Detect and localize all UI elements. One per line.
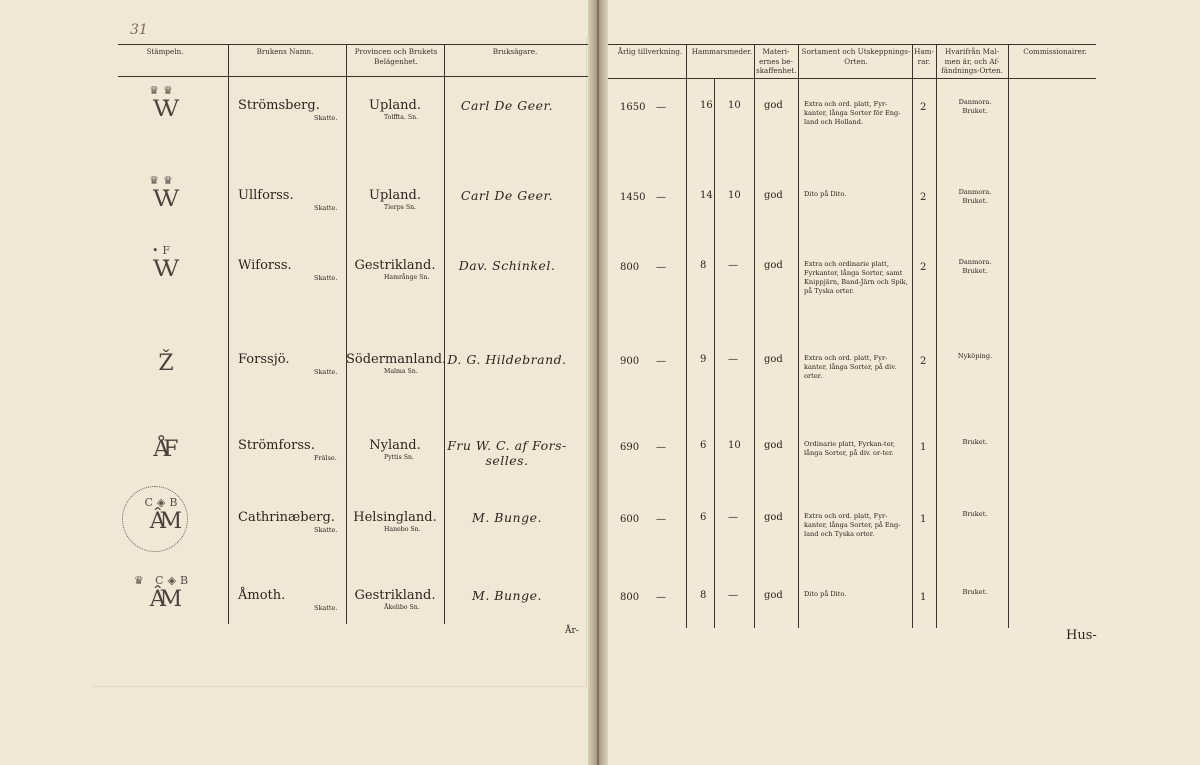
header-stamp: Stämpeln. (146, 47, 184, 56)
stamp-dotted-circle (122, 486, 188, 552)
assortment-text: Extra och ordinarie platt, Fyrkanter, långa Sorter, samt Knippjärn, Band-Järn och Spik, på Tyska orter. (804, 260, 908, 295)
header-annual: Årlig tillverkning. (617, 47, 683, 56)
table-row (596, 252, 1200, 322)
ore-source: Danmora. Bruket. (958, 258, 992, 275)
works-name: Strömsberg. (238, 98, 320, 113)
works-name: Forssjö. (238, 352, 290, 367)
left-page (0, 0, 596, 765)
material-quality: god (764, 260, 783, 271)
hammersmiths-count: 14 (700, 190, 713, 201)
owner: Fru W. C. af Fors-selles. (447, 438, 567, 468)
hammersmiths-extra: 10 (728, 440, 741, 451)
hammersmiths-extra: — (728, 512, 738, 523)
stamp-mark-top: ♛ C◈B (133, 574, 193, 587)
material-quality: god (764, 354, 783, 365)
right-page (596, 0, 1200, 765)
stamp-mark-top: C◈B (144, 496, 182, 509)
works-tax-status: Skatte. (314, 526, 338, 534)
dash: — (656, 514, 666, 525)
table-row (0, 574, 596, 648)
material-quality: god (764, 512, 783, 523)
table-row (596, 504, 1200, 574)
owner: Dav. Schinkel. (458, 258, 556, 273)
header-commission: Commissionairer. (1023, 47, 1087, 56)
header-bottom-rule (608, 78, 1096, 79)
dash: — (656, 356, 666, 367)
hammersmiths-count: 6 (700, 512, 707, 523)
assortment-text: Dito på Dito. (804, 190, 847, 198)
table-row (596, 92, 1200, 162)
annual-production: 800 (620, 262, 640, 273)
table-row (0, 84, 596, 158)
hammersmiths-count: 8 (700, 260, 707, 271)
works-tax-status: Frälse. (314, 454, 337, 462)
owner: M. Bunge. (472, 510, 542, 525)
material-quality: god (764, 190, 783, 201)
assortment-text: Extra och ord. platt, Fyr-kanter, långa Sorter för Eng-land och Holland. (804, 100, 901, 126)
hammersmiths-extra: 10 (728, 100, 741, 111)
stamp-mark-main: ÅF (153, 437, 173, 462)
annual-production: 600 (620, 514, 640, 525)
hammers-count: 1 (920, 442, 927, 453)
hammersmiths-extra: — (728, 590, 738, 601)
owner: M. Bunge. (472, 588, 542, 603)
material-quality: god (764, 100, 783, 111)
works-tax-status: Skatte. (314, 204, 338, 212)
header-owner: Bruksägare. (492, 47, 538, 56)
parish: Pyttis Sn. (384, 454, 414, 461)
hammersmiths-count: 8 (700, 590, 707, 601)
stamp-mark-main: VV (153, 257, 173, 282)
header-hammers: Ham-rar. (914, 47, 934, 66)
parish: Hamrånge Sn. (384, 274, 430, 281)
works-name: Åmoth. (238, 588, 286, 603)
table-row (0, 342, 596, 412)
annual-production: 1450 (620, 192, 646, 203)
header-province: Provincen och Brukets Belägenhet. (354, 47, 438, 66)
book-gutter (588, 0, 608, 765)
works-name: Strömforss. (238, 438, 315, 453)
header-bottom-rule (118, 76, 590, 77)
header-assortment: Sortament och Utskeppnings-Orten. (801, 47, 911, 66)
assortment-text: Extra och ord. platt, Fyr-kanter, långa Sorter, på div. orter. (804, 354, 897, 380)
dash: — (656, 192, 666, 203)
header-hammersmiths: Hammarsmeder. (691, 47, 753, 56)
hammers-count: 2 (920, 356, 927, 367)
table-row (596, 432, 1200, 502)
works-tax-status: Skatte. (314, 114, 338, 122)
hammers-count: 2 (920, 102, 927, 113)
table-row (0, 174, 596, 248)
stamp-mark-main: ÂM (149, 509, 177, 534)
assortment-text: Ordinarie platt, Fyrkan-ter, långa Sorter, på div. or-ter. (804, 440, 896, 457)
hammersmiths-count: 6 (700, 440, 707, 451)
ore-source: Danmora. Bruket. (958, 188, 992, 205)
hammersmiths-extra: — (728, 260, 738, 271)
hammers-count: 2 (920, 262, 927, 273)
stamp-mark-top: •F (151, 244, 175, 257)
stamp-mark-main: ÂM (149, 587, 177, 612)
owner: Carl De Geer. (460, 98, 554, 113)
ore-source: Bruket. (962, 510, 988, 518)
province: Gestrikland. (354, 258, 436, 273)
page-number: 31 (130, 22, 148, 38)
assortment-text: Extra och ord. platt, Fyr-kanter, långa Sorter, på Eng-land och Tyska orter. (804, 512, 901, 538)
stamp-mark-main: VV (153, 187, 173, 212)
table-row (596, 346, 1200, 416)
table-row (0, 496, 596, 570)
dash: — (656, 592, 666, 603)
stamp-mark-main: Ž (158, 351, 168, 376)
stamp-mark-main: VV (153, 97, 173, 122)
works-tax-status: Skatte. (314, 604, 338, 612)
parish: Malma Sn. (384, 368, 418, 375)
stamp-mark-top: ♛♛ (149, 174, 177, 187)
province: Helsingland. (353, 510, 437, 525)
hammers-count: 1 (920, 514, 927, 525)
header-top-rule (608, 44, 1096, 45)
table-row (596, 182, 1200, 252)
province: Upland. (368, 98, 421, 113)
owner: Carl De Geer. (460, 188, 554, 203)
parish: Hanebo Sn. (384, 526, 421, 533)
hammersmiths-extra: 10 (728, 190, 741, 201)
material-quality: god (764, 590, 783, 601)
province: Södermanland. (346, 352, 447, 367)
works-name: Wiforss. (238, 258, 292, 273)
catchword-left: År- (565, 626, 579, 636)
stamp-mark-top: ♛♛ (149, 84, 177, 97)
hammersmiths-count: 16 (700, 100, 713, 111)
hammers-count: 1 (920, 592, 927, 603)
works-tax-status: Skatte. (314, 274, 338, 282)
dash: — (656, 102, 666, 113)
works-tax-status: Skatte. (314, 368, 338, 376)
works-name: Ullforss. (238, 188, 294, 203)
annual-production: 900 (620, 356, 640, 367)
dash: — (656, 442, 666, 453)
hammers-count: 2 (920, 192, 927, 203)
annual-production: 690 (620, 442, 640, 453)
hammersmiths-count: 9 (700, 354, 707, 365)
hammersmiths-extra: — (728, 354, 738, 365)
province: Gestrikland. (354, 588, 436, 603)
province: Upland. (368, 188, 421, 203)
owner: D. G. Hildebrand. (447, 352, 567, 367)
parish: Åkelibo Sn. (384, 604, 420, 611)
annual-production: 1650 (620, 102, 646, 113)
catchword-right: Hus- (1066, 628, 1097, 643)
parish: Tolffta. Sn. (384, 114, 419, 121)
table-row (596, 582, 1200, 652)
assortment-text: Dito på Dito. (804, 590, 847, 598)
header-from-where: Hvarifrån Mal-men är, och Af-fändnings-Orten. (941, 47, 1003, 76)
table-row (0, 428, 596, 498)
ore-source: Danmora. Bruket. (958, 98, 992, 115)
province: Nyland. (369, 438, 421, 453)
ore-source: Nyköping. (957, 352, 993, 360)
ore-source: Bruket. (962, 438, 988, 446)
ore-source: Bruket. (962, 588, 988, 596)
header-top-rule (118, 44, 590, 45)
header-materials: Materi-ernes be-skaffenhet. (756, 47, 797, 76)
material-quality: god (764, 440, 783, 451)
table-row (0, 244, 596, 318)
parish: Tierps Sn. (384, 204, 417, 211)
header-works: Brukens Namn. (256, 47, 314, 56)
dash: — (656, 262, 666, 273)
works-name: Cathrinæberg. (238, 510, 335, 525)
annual-production: 800 (620, 592, 640, 603)
